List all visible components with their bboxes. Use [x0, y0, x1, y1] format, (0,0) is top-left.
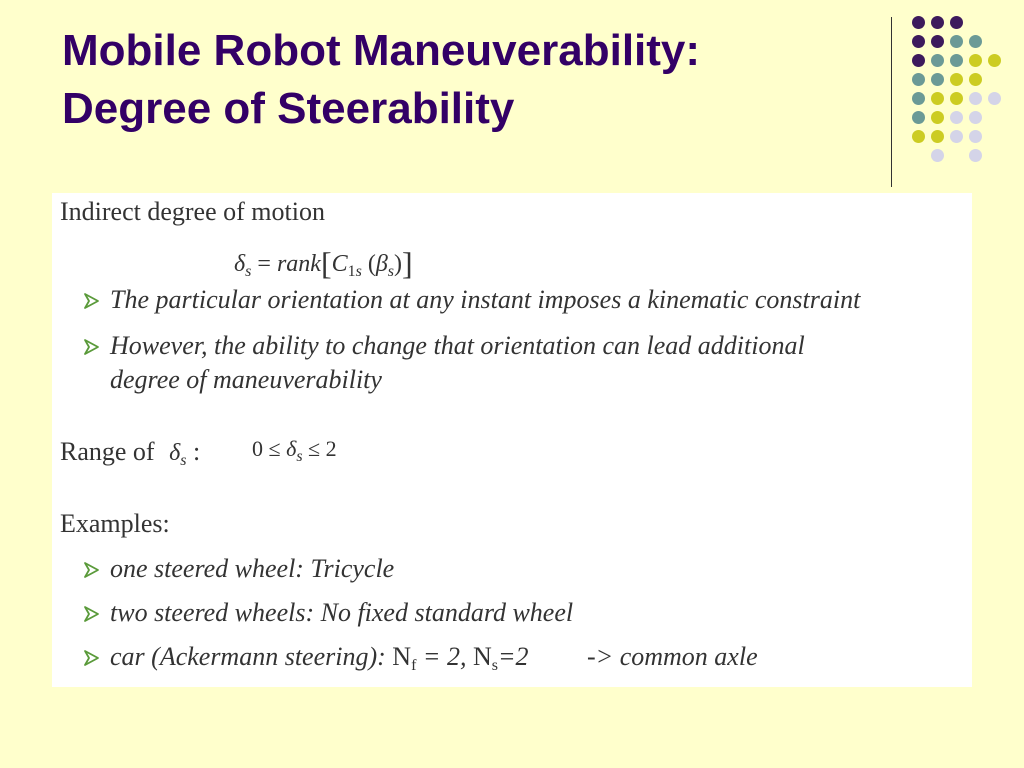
decorative-dot [950, 35, 963, 48]
decorative-dot [912, 16, 925, 29]
bullet-arrow-icon [83, 649, 101, 667]
title-line-1: Mobile Robot Maneuverability: [62, 26, 701, 75]
decorative-dot [931, 16, 944, 29]
decorative-dot [931, 54, 944, 67]
title-line-2: Degree of Steerability [62, 84, 515, 133]
bullet-arrow-icon [83, 561, 101, 579]
decorative-dot [931, 92, 944, 105]
heading-indirect-degree: Indirect degree of motion [60, 197, 325, 226]
decorative-dot [931, 35, 944, 48]
decorative-dot [912, 35, 925, 48]
steerability-formula: $\delta_s$ = $rank[C_{1s}$ $(\beta_s)$] [234, 245, 413, 281]
decorative-dot [950, 111, 963, 124]
decorative-dot [988, 92, 1001, 105]
bullet-orientation-constraint: The particular orientation at any instant imposes a kinematic constraint [110, 285, 861, 314]
decorative-dot [912, 111, 925, 124]
range-symbol: $\delta_s$ [169, 440, 187, 469]
decorative-dot [931, 73, 944, 86]
bullet-ability-change-line1: However, the ability to change that orientation can lead additional [110, 331, 805, 360]
bullet-arrow-icon [83, 605, 101, 623]
decorative-dot [950, 130, 963, 143]
decorative-dot [969, 54, 982, 67]
decorative-dot [969, 111, 982, 124]
heading-examples: Examples: [60, 509, 170, 538]
range-of-label: Range of $\delta_s$ : [60, 437, 201, 469]
slide-title [62, 22, 882, 138]
decorative-dot [950, 73, 963, 86]
decorative-dot [950, 54, 963, 67]
decorative-dot [950, 92, 963, 105]
decorative-dot [969, 130, 982, 143]
example-car-ackermann: car (Ackermann steering): $N_f = 2$, $N_s=2$ -> common axle [110, 642, 758, 674]
decorative-dot [988, 54, 1001, 67]
decorative-dot [969, 35, 982, 48]
title-divider [891, 17, 892, 187]
bullet-ability-change-line2: degree of maneuverability [110, 365, 382, 394]
example-two-steered: two steered wheels: No fixed standard wheel [110, 598, 574, 627]
decorative-dot [931, 130, 944, 143]
decorative-dot [969, 149, 982, 162]
decorative-dot [931, 149, 944, 162]
decorative-dot [912, 54, 925, 67]
decorative-dot [931, 111, 944, 124]
content-panel [52, 193, 972, 687]
decorative-dot [950, 16, 963, 29]
decorative-dot [912, 92, 925, 105]
bullet-arrow-icon [83, 338, 101, 356]
range-inequality: $0 \le \delta_s \le 2$ [252, 436, 337, 465]
example-tricycle: one steered wheel: Tricycle [110, 554, 395, 583]
decorative-dot [912, 73, 925, 86]
decorative-dot [969, 73, 982, 86]
decorative-dot [969, 92, 982, 105]
decorative-dot [912, 130, 925, 143]
bullet-arrow-icon [83, 292, 101, 310]
